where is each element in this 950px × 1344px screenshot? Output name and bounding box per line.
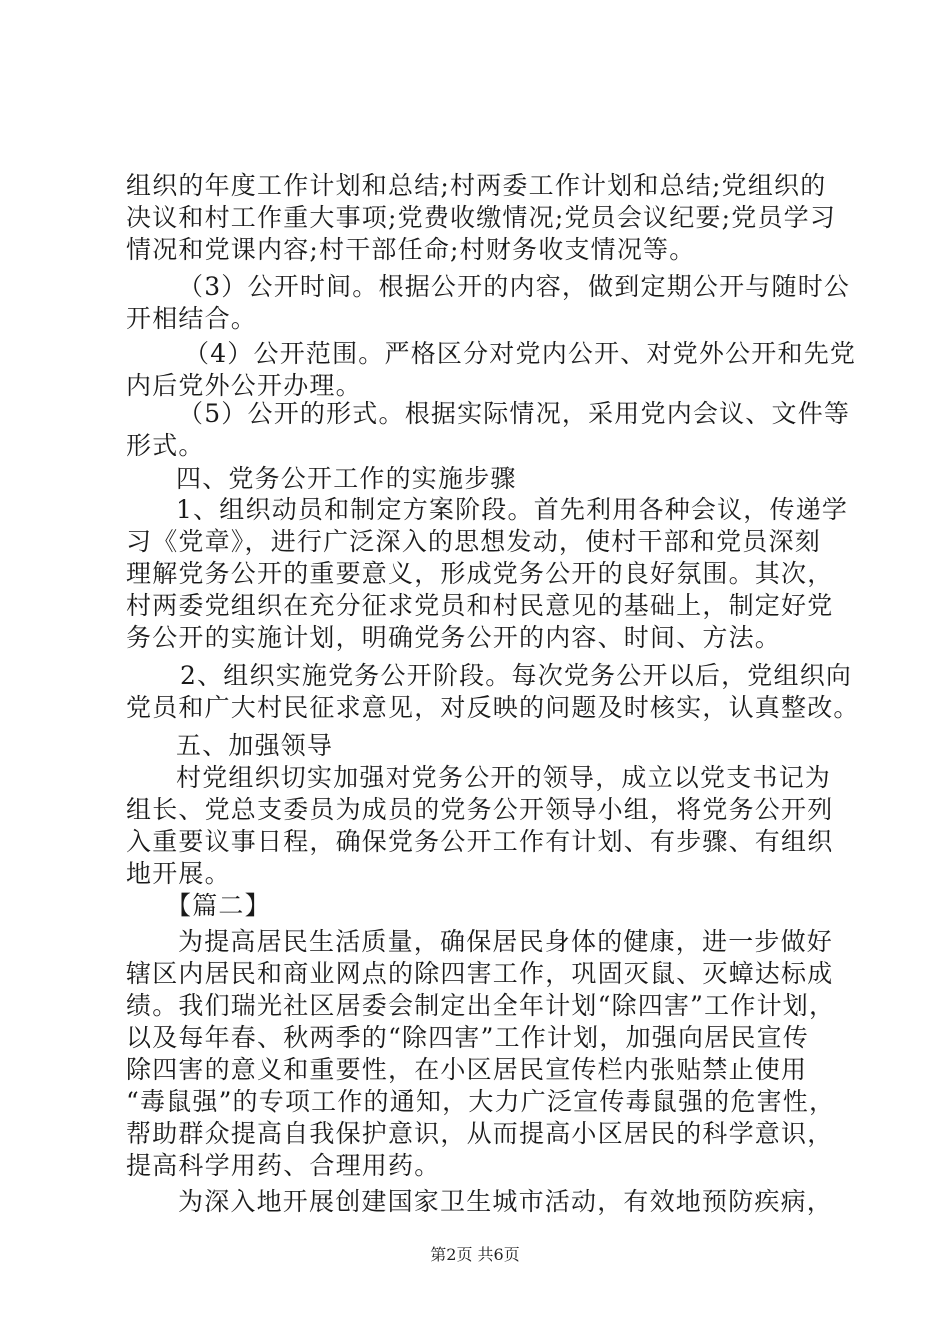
text-line: 村两委党组织在充分征求党员和村民意见的基础上，制定好党 xyxy=(126,591,834,620)
section-heading: 【篇二】 xyxy=(166,891,271,920)
text-line: 组长、党总支委员为成员的党务公开领导小组，将党务公开列 xyxy=(126,795,834,824)
text-line: 绩。我们瑞光社区居委会制定出全年计划“除四害”工作计划， xyxy=(126,991,836,1020)
text-line: 辖区内居民和商业网点的除四害工作，巩固灭鼠、灭蟑达标成 xyxy=(126,959,834,988)
text-line: 入重要议事日程，确保党务公开工作有计划、有步骤、有组织 xyxy=(126,827,834,856)
text-line: 务公开的实施计划，明确党务公开的内容、时间、方法。 xyxy=(126,623,782,652)
text-line: 帮助群众提高自我保护意识，从而提高小区居民的科学意识， xyxy=(126,1119,834,1148)
section-heading: 五、加强领导 xyxy=(176,731,334,760)
text-line: 地开展。 xyxy=(126,859,231,888)
text-line: 1、组织动员和制定方案阶段。首先利用各种会议，传递学 xyxy=(176,495,849,524)
section-heading: 四、党务公开工作的实施步骤 xyxy=(176,464,517,493)
text-line: 习《党章》，进行广泛深入的思想发动，使村干部和党员深刻 xyxy=(126,527,821,556)
text-line: 以及每年春、秋两季的“除四害”工作计划，加强向居民宣传 xyxy=(126,1023,809,1052)
text-line: 理解党务公开的重要意义，形成党务公开的良好氛围。其次， xyxy=(126,559,834,588)
text-line: 为深入地开展创建国家卫生城市活动，有效地预防疾病， xyxy=(178,1187,834,1216)
text-line: 开相结合。 xyxy=(126,304,258,333)
text-line: （5）公开的形式。根据实际情况，采用党内会议、文件等 xyxy=(178,399,851,428)
text-line: （4）公开范围。严格区分对党内公开、对党外公开和先党 xyxy=(184,339,857,368)
text-line: “毒鼠强”的专项工作的通知，大力广泛宣传毒鼠强的危害性， xyxy=(126,1087,836,1116)
text-line: 内后党外公开办理。 xyxy=(126,371,362,400)
text-line: 2、组织实施党务公开阶段。每次党务公开以后，党组织向 xyxy=(180,661,853,690)
text-line: 党员和广大村民征求意见，对反映的问题及时核实，认真整改。 xyxy=(126,693,860,722)
text-line: 形式。 xyxy=(126,431,205,460)
text-line: 为提高居民生活质量，确保居民身体的健康，进一步做好 xyxy=(178,927,834,956)
page-footer: 第2页 共6页 xyxy=(430,1245,520,1264)
text-line: （3）公开时间。根据公开的内容，做到定期公开与随时公 xyxy=(178,272,851,301)
text-line: 决议和村工作重大事项;党费收缴情况;党员会议纪要;党员学习 xyxy=(126,203,837,232)
text-line: 组织的年度工作计划和总结;村两委工作计划和总结;党组织的 xyxy=(126,171,827,200)
text-line: 村党组织切实加强对党务公开的领导，成立以党支书记为 xyxy=(176,763,832,792)
text-line: 情况和党课内容;村干部任命;村财务收支情况等。 xyxy=(126,235,696,264)
text-line: 提高科学用药、合理用药。 xyxy=(126,1151,441,1180)
text-line: 除四害的意义和重要性，在小区居民宣传栏内张贴禁止使用 xyxy=(126,1055,808,1084)
